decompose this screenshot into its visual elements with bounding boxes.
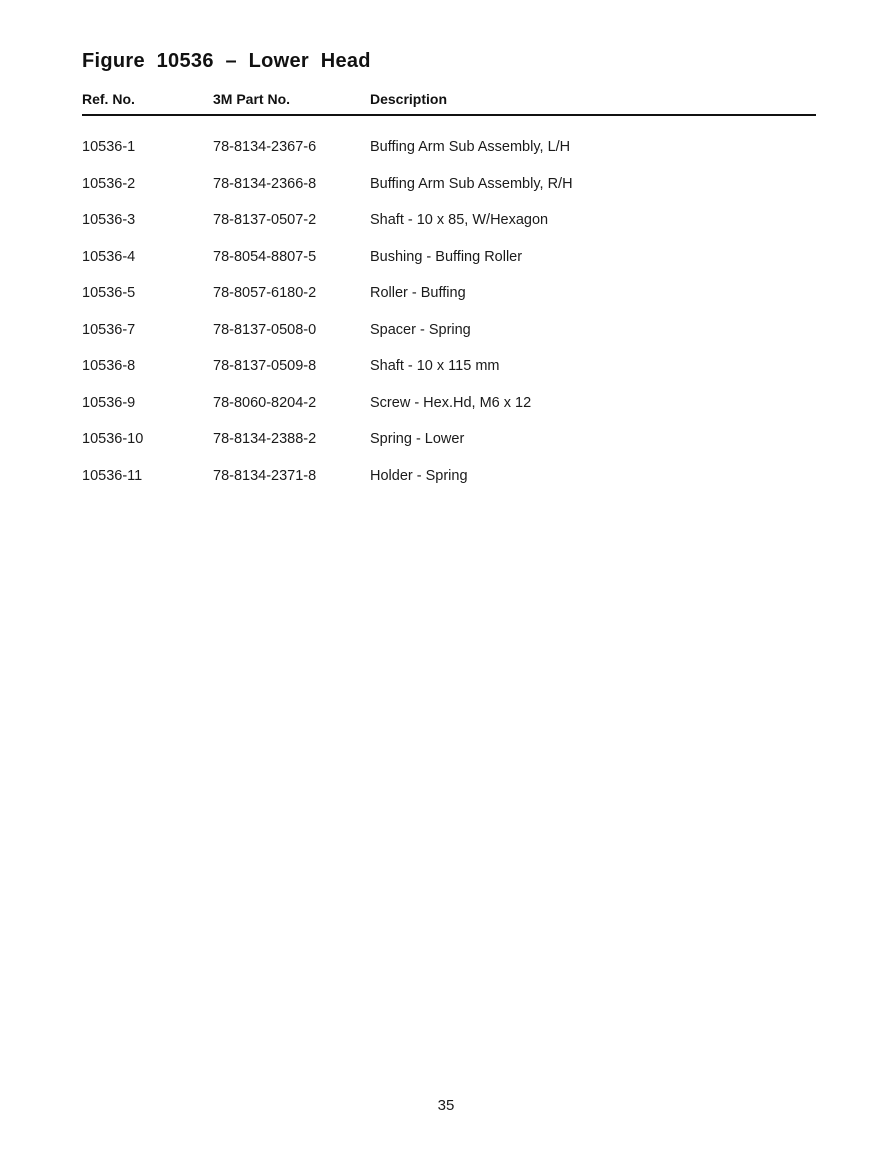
cell-part-no: 78-8137-0509-8	[213, 358, 317, 374]
cell-part-no: 78-8134-2371-8	[213, 467, 317, 484]
header-description: Description	[370, 91, 448, 107]
cell-part-no: 78-8134-2388-2	[213, 431, 317, 447]
cell-ref-no: 10536-5	[82, 285, 136, 301]
cell-part-no: 78-8137-0508-0	[213, 321, 317, 338]
header-divider	[82, 114, 816, 116]
cell-ref-no: 10536-3	[82, 212, 136, 228]
cell-ref-no: 10536-11	[82, 467, 143, 484]
cell-description: Buffing Arm Sub Assembly, L/H	[370, 139, 571, 155]
cell-description: Shaft - 10 x 115 mm	[370, 358, 500, 374]
table-row	[82, 176, 816, 213]
table-row	[82, 358, 816, 395]
cell-description: Holder - Spring	[370, 467, 468, 484]
cell-ref-no: 10536-9	[82, 394, 136, 411]
cell-part-no: 78-8060-8204-2	[213, 394, 317, 411]
table-row	[82, 139, 816, 176]
table-row	[82, 212, 816, 249]
cell-description: Spring - Lower	[370, 431, 465, 447]
cell-ref-no: 10536-10	[82, 431, 144, 447]
cell-part-no: 78-8057-6180-2	[213, 285, 317, 301]
cell-ref-no: 10536-1	[82, 139, 136, 155]
table-header	[82, 91, 816, 111]
cell-description: Buffing Arm Sub Assembly, R/H	[370, 175, 573, 192]
table-row	[82, 322, 816, 359]
table-row	[82, 395, 816, 432]
cell-part-no: 78-8134-2367-6	[213, 139, 317, 155]
cell-ref-no: 10536-7	[82, 321, 136, 338]
table-row	[82, 468, 816, 505]
cell-part-no: 78-8137-0507-2	[213, 212, 317, 228]
cell-description: Spacer - Spring	[370, 321, 471, 338]
table-row	[82, 431, 816, 468]
cell-part-no: 78-8134-2366-8	[213, 175, 317, 192]
table-row	[82, 249, 816, 286]
cell-description: Screw - Hex.Hd, M6 x 12	[370, 394, 532, 411]
table-row	[82, 285, 816, 322]
page-title: Figure 10536 – Lower Head	[82, 50, 371, 72]
header-part-no: 3M Part No.	[213, 91, 291, 107]
header-ref-no: Ref. No.	[82, 91, 135, 107]
cell-description: Roller - Buffing	[370, 285, 466, 301]
parts-table	[82, 139, 816, 504]
cell-part-no: 78-8054-8807-5	[213, 248, 317, 265]
cell-description: Bushing - Buffing Roller	[370, 248, 523, 265]
cell-ref-no: 10536-8	[82, 358, 136, 374]
cell-ref-no: 10536-4	[82, 248, 136, 265]
cell-ref-no: 10536-2	[82, 175, 136, 192]
page-number: 35	[437, 1097, 455, 1114]
cell-description: Shaft - 10 x 85, W/Hexagon	[370, 212, 549, 228]
